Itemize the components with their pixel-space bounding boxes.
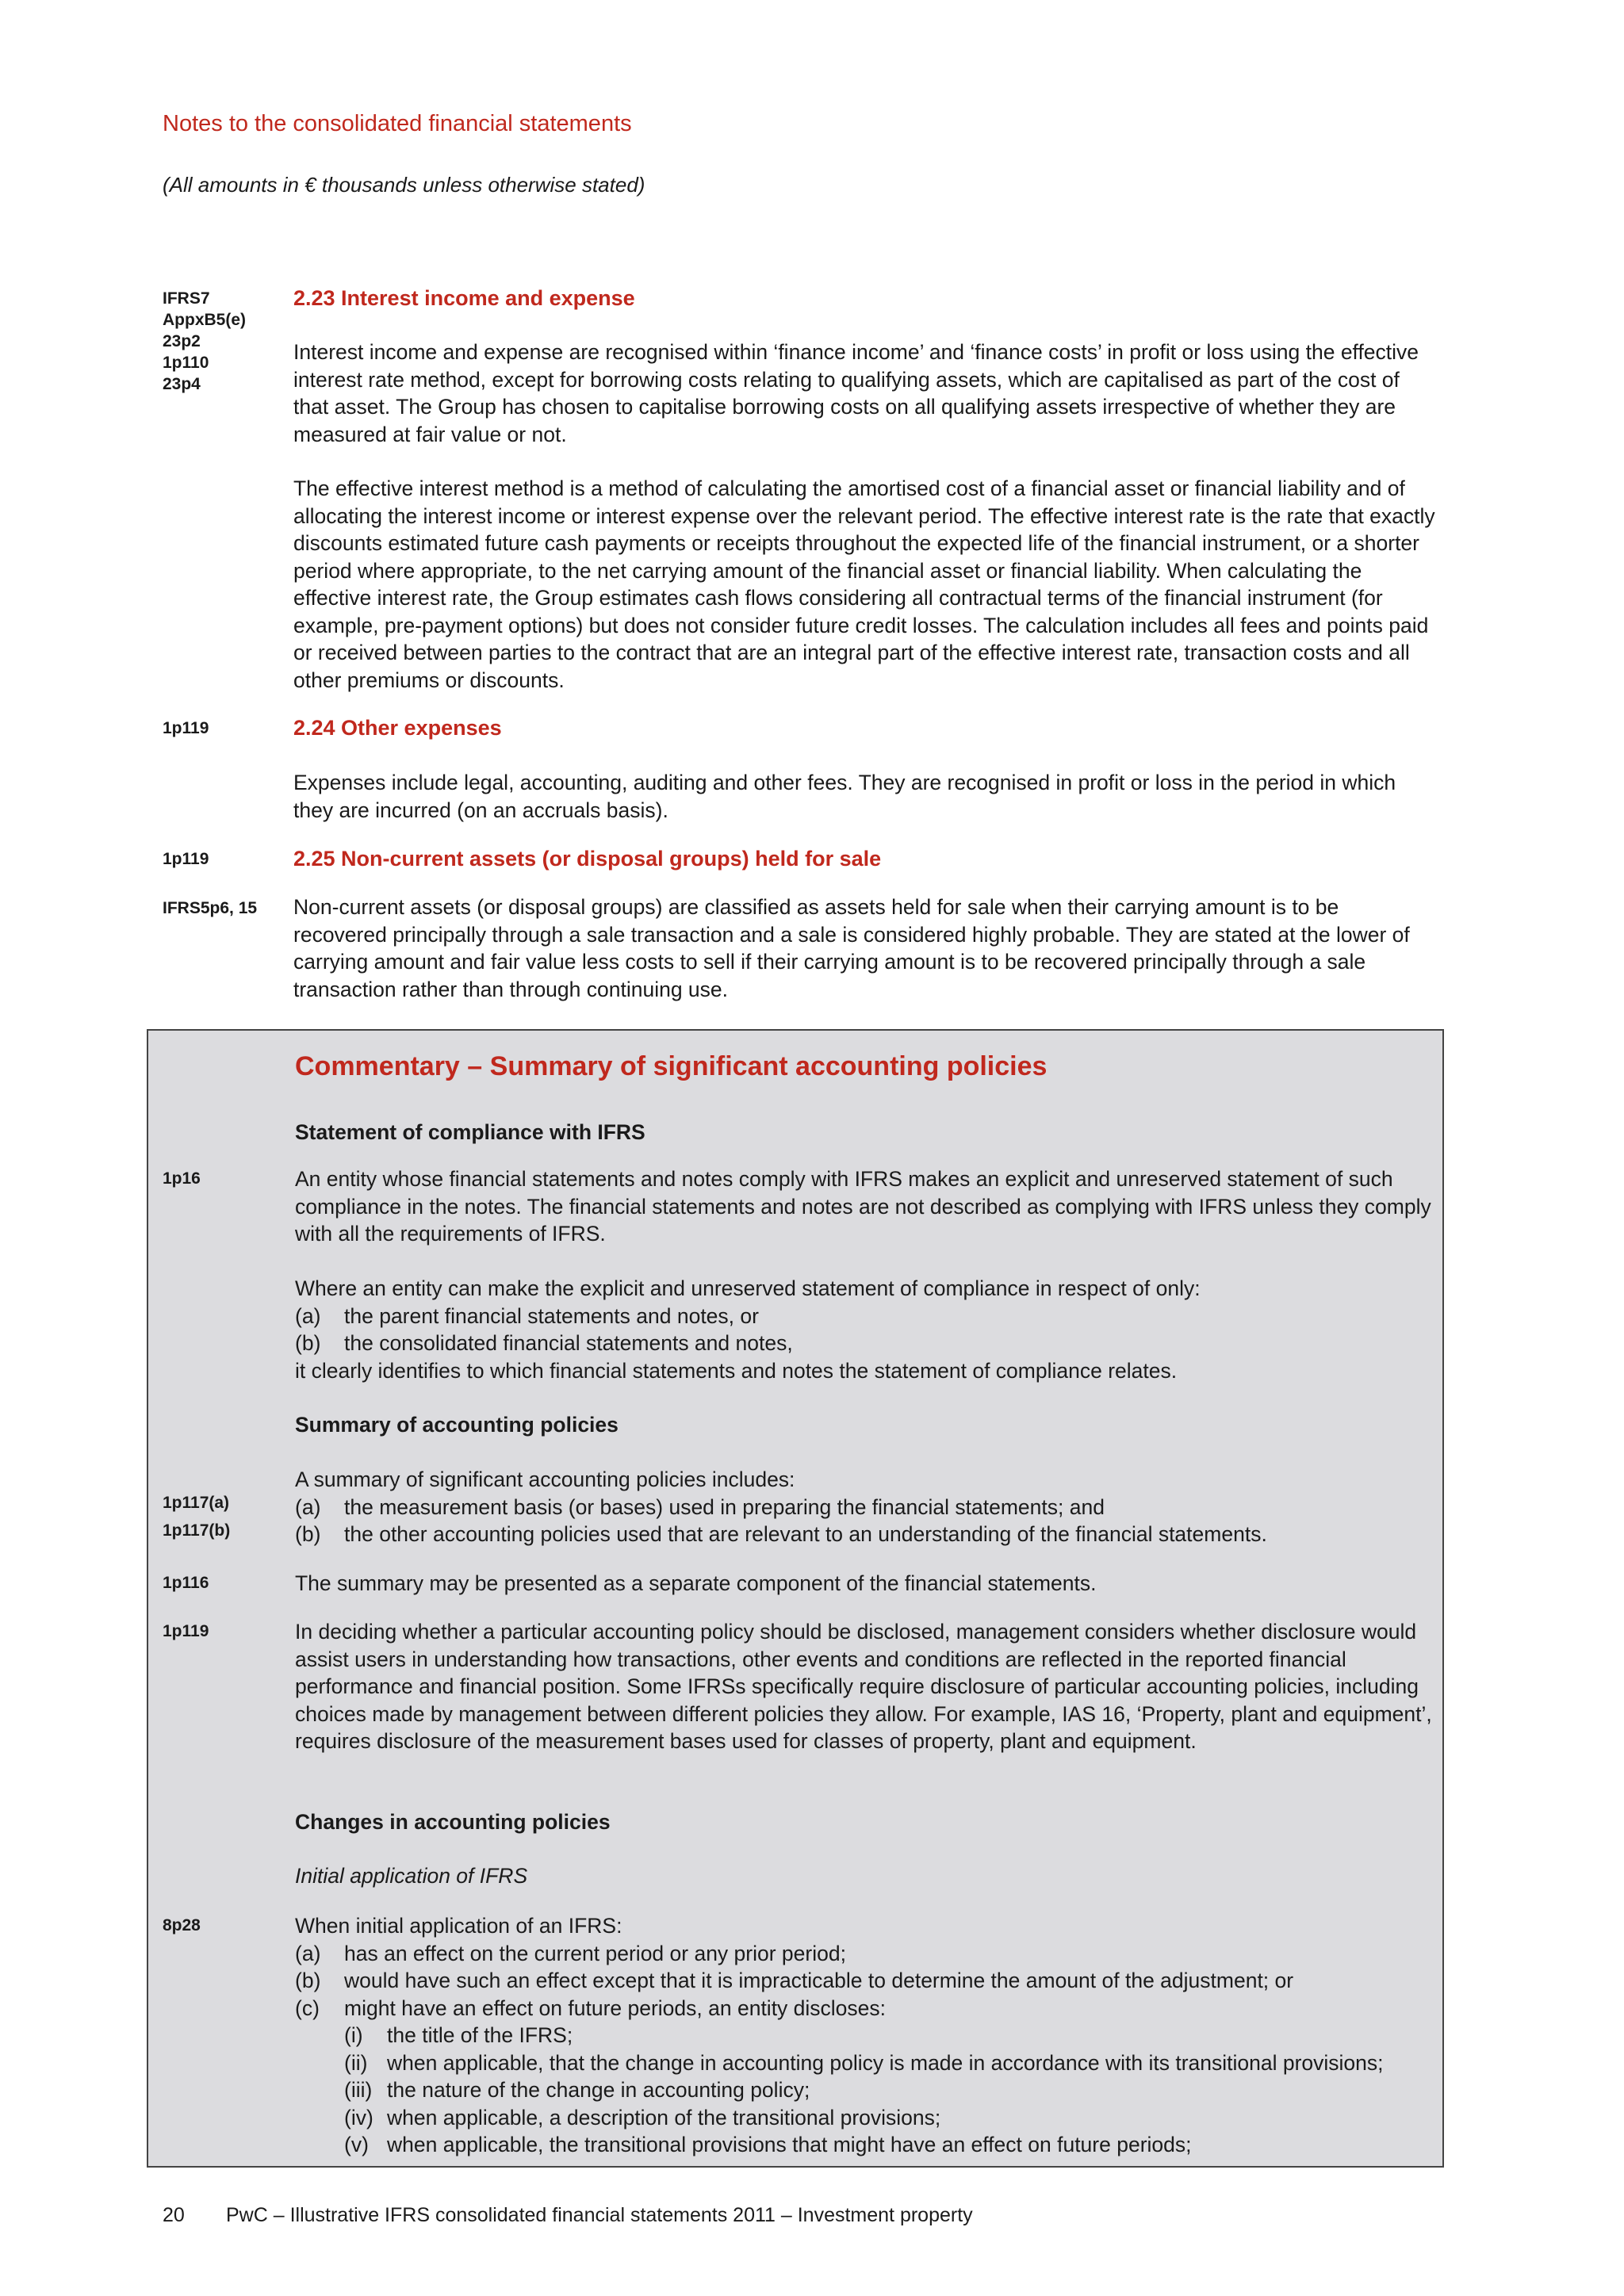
sub-list-item: (ii) when applicable, that the change in accounting policy is made in accordance with its transitional provisions; [344, 2050, 1384, 2075]
list-item: (b) the other accounting policies used that are relevant to an understanding of the financial statements. [295, 1522, 1267, 1546]
margin-ref: IFRS5p6, 15 [163, 899, 258, 917]
page-number: 20 [163, 2204, 185, 2226]
margin-references [163, 288, 282, 395]
margin-ref: 1p110 [163, 354, 209, 372]
sub-list-item: (iv) when applicable, a description of the transitional provisions; [344, 2105, 941, 2130]
list-item: (a) the measurement basis (or bases) used in preparing the financial statements; and [295, 1494, 1105, 1519]
sub-list-item: (v) when applicable, the transitional provisions that might have an effect on future periods; [344, 2133, 1192, 2156]
sub-list-item: (i) the title of the IFRS; [344, 2023, 573, 2047]
list-item: (b) the consolidated financial statements and notes, [295, 1331, 793, 1355]
page-footer [163, 2204, 973, 2227]
commentary-subheading: Statement of compliance with IFRS [295, 1120, 645, 1144]
margin-ref: 1p119 [163, 850, 209, 868]
commentary-list-block [295, 1912, 1437, 2159]
commentary-subheading-italic: Initial application of IFRS [295, 1864, 528, 1888]
commentary-list-block [295, 1275, 1437, 1384]
commentary-subheading: Changes in accounting policies [295, 1810, 611, 1834]
commentary-title: Commentary – Summary of significant accounting policies [295, 1051, 1048, 1081]
margin-ref: 1p119 [163, 719, 209, 737]
commentary-paragraph: Where an entity can make the explicit and unreserved statement of compliance in respect of only: [295, 1276, 1201, 1300]
margin-ref: 1p16 [163, 1169, 201, 1188]
section-paragraph: The effective interest method is a method of calculating the amortised cost of a financial asset or financial liability and of allocating the interest income or interest expense over the relevant period. The effective interest rate is the rate that exactly discounts estimated future cash payments or receipts throughout the expected life of the financial instrument, or a shorter period where appropriate, to the net carrying amount of the financial asset or financial liability. When calculating the effective interest rate, the Group estimates cash flows considering all contractual terms of the financial instrument (for example, pre-payment options) but does not consider future credit losses. The calculation includes all fees and points paid or received between parties to the contract that are an integral part of the effective interest rate, transaction costs and all other premiums or discounts. [293, 476, 1435, 692]
section-heading: 2.24 Other expenses [293, 716, 502, 740]
list-item: (c) might have an effect on future periods, an entity discloses: [295, 1996, 887, 2020]
margin-ref: 23p2 [163, 332, 201, 350]
margin-ref: 1p117(a) [163, 1494, 230, 1512]
commentary-subheading: Summary of accounting policies [295, 1413, 619, 1437]
section-paragraph: Expenses include legal, accounting, auditing and other fees. They are recognised in profit or loss in the period in which they are incurred (on an accruals basis). [293, 771, 1396, 822]
section-paragraph: Interest income and expense are recognised within ‘finance income’ and ‘finance costs’ in profit or loss using the effective interest rate method, except for borrowing costs relating to qualifying assets, which are capitalised as part of the cost of that asset. The Group has chosen to capitalise borrowing costs on all qualifying assets irrespective of whether they are measured at fair value or not. [293, 340, 1419, 446]
margin-ref: 1p117(b) [163, 1521, 231, 1540]
commentary-paragraph: When initial application of an IFRS: [295, 1914, 622, 1938]
list-item: (a) has an effect on the current period or any prior period; [295, 1941, 846, 1965]
commentary-paragraph: An entity whose financial statements and notes comply with IFRS makes an explicit and unreserved statement of such compliance in the notes. The financial statements and notes are not described as complying with IFRS unless they comply with all the requirements of IFRS. [295, 1167, 1431, 1246]
commentary-paragraph: The summary may be presented as a separate component of the financial statements. [295, 1571, 1097, 1595]
margin-ref: 8p28 [163, 1916, 201, 1934]
section-paragraph: Non-current assets (or disposal groups) are classified as assets held for sale when their carrying amount is to be recovered principally through a sale transaction and a sale is considered highly probable. They are stated at the lower of carrying amount and fair value less costs to sell if their carrying amount is to be recovered principally through a sale transaction rather than through continuing use. [293, 895, 1410, 1001]
page-title: Notes to the consolidated financial statements [163, 111, 632, 136]
margin-ref: AppxB5(e) [163, 311, 247, 329]
list-item: (b) would have such an effect except that it is impracticable to determine the amount of the adjustment; or [295, 1969, 1294, 1992]
commentary-paragraph: In deciding whether a particular accounting policy should be disclosed, management considers whether disclosure would assist users in understanding how transactions, other events and conditions are reflected in the reported financial performance and financial position. Some IFRSs specifically require disclosure of particular accounting policies, including choices made by management between different policies they allow. For example, IAS 16, ‘Property, plant and equipment’, requires disclosure of the measurement bases used for classes of property, plant and equipment. [295, 1620, 1432, 1753]
commentary-list-block [295, 1466, 1437, 1548]
section-heading: 2.25 Non-current assets (or disposal groups) held for sale [293, 847, 882, 871]
sub-list-item: (iii) the nature of the change in accounting policy; [344, 2078, 810, 2102]
margin-ref: IFRS7 [163, 289, 210, 308]
commentary-paragraph: A summary of significant accounting policies includes: [295, 1468, 795, 1491]
page-subtitle: (All amounts in € thousands unless otherwise stated) [163, 173, 645, 197]
margin-ref: 1p119 [163, 1622, 209, 1640]
margin-ref: 1p116 [163, 1574, 209, 1592]
section-heading: 2.23 Interest income and expense [293, 286, 635, 310]
margin-ref: 23p4 [163, 375, 201, 393]
list-item: (a) the parent financial statements and notes, or [295, 1303, 759, 1328]
footer-text: PwC – Illustrative IFRS consolidated financial statements 2011 – Investment property [226, 2204, 973, 2226]
commentary-paragraph: it clearly identifies to which financial statements and notes the statement of compliance relates. [295, 1358, 1178, 1383]
